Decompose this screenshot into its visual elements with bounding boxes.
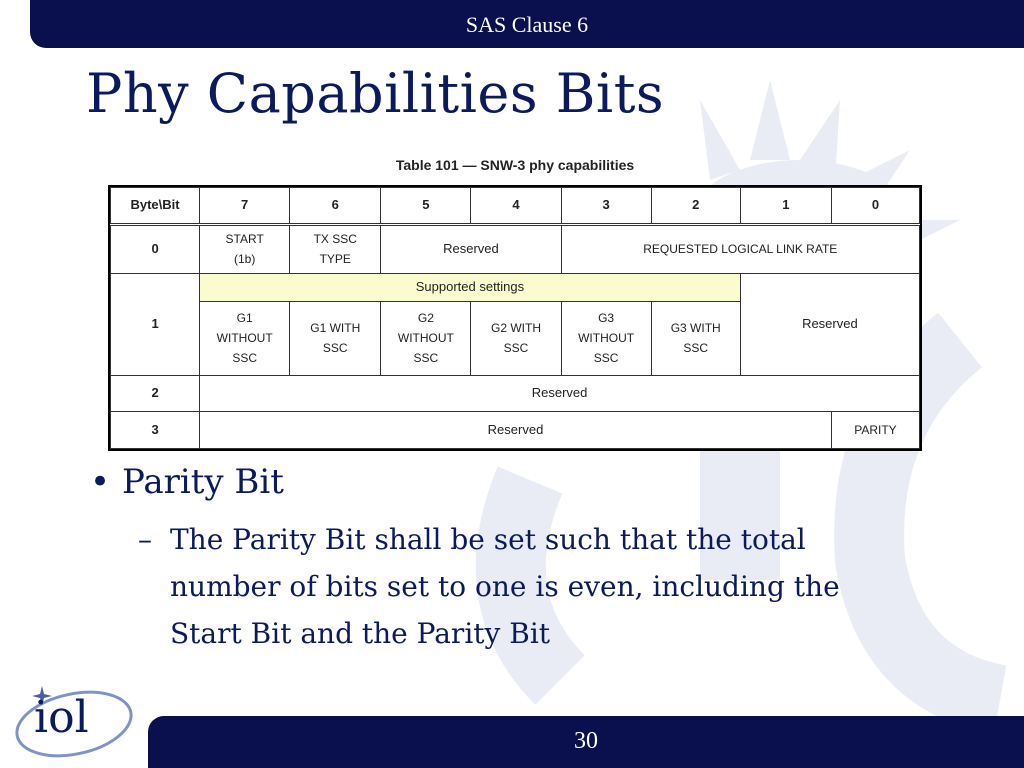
g3-with-ssc-line-2: SSC: [683, 341, 709, 356]
g2-without-ssc-cell: [381, 302, 471, 375]
g2-with-ssc-cell: [471, 302, 561, 375]
g2-without-ssc-line-1: G2: [417, 311, 434, 326]
txssc-line-1: TX SSC: [313, 232, 357, 247]
byte-3-label: 3: [111, 412, 200, 449]
g2-with-ssc-line-2: SSC: [503, 341, 529, 356]
header-bit-4: 4: [471, 188, 561, 225]
table-row-byte-1-top: [111, 273, 920, 302]
table-row-byte-2: [111, 375, 920, 412]
g3-without-ssc-line-1: G3: [598, 311, 615, 326]
start-line-2: (1b): [233, 252, 256, 267]
header-bit-7: 7: [200, 188, 290, 225]
start-line-1: START: [225, 232, 264, 247]
bullet-dot: •: [90, 462, 111, 502]
footer-bar: [148, 716, 1024, 768]
header-bit-5: 5: [381, 188, 471, 225]
byte-0-reserved: Reserved: [381, 224, 561, 273]
g1-without-ssc-cell: [200, 302, 290, 375]
table-caption: Table 101 — SNW-3 phy capabilities: [395, 157, 635, 173]
logo-text: iol: [34, 692, 89, 743]
g2-without-ssc-line-2: WITHOUT: [397, 331, 454, 346]
header-bar: [30, 0, 1024, 48]
requested-logical-link-rate: REQUESTED LOGICAL LINK RATE: [561, 224, 919, 273]
header-byte-bit: Byte\Bit: [111, 188, 200, 225]
bullet-list: [90, 462, 910, 657]
phy-table: [110, 187, 920, 449]
g1-without-ssc-line-1: G1: [236, 311, 253, 326]
g1-without-ssc-line-3: SSC: [232, 351, 257, 366]
g3-with-ssc-line-1: G3 WITH: [670, 321, 721, 336]
byte-1-reserved: Reserved: [740, 273, 919, 375]
sub-bullet-text: The Parity Bit shall be set such that the total number of bits set to one is even, including the Start Bit and the Parity Bit: [170, 523, 840, 650]
header-bit-3: 3: [561, 188, 651, 225]
g2-without-ssc-line-3: SSC: [413, 351, 439, 366]
tx-ssc-type-cell: [290, 224, 381, 273]
table-row-byte-0: [111, 224, 920, 273]
txssc-line-2: TYPE: [319, 252, 351, 267]
byte-2-reserved: Reserved: [200, 375, 920, 412]
g1-with-ssc-cell: [290, 302, 381, 375]
header-bit-0: 0: [831, 188, 919, 225]
supported-settings-header: Supported settings: [200, 273, 741, 302]
parity-cell: PARITY: [831, 412, 919, 449]
g1-with-ssc-line-1: G1 WITH: [310, 321, 361, 336]
slide-title: Phy Capabilities Bits: [86, 62, 665, 125]
header-bit-6: 6: [290, 188, 381, 225]
g3-without-ssc-line-3: SSC: [593, 351, 619, 366]
page-number: 30: [574, 728, 598, 754]
byte-3-reserved: Reserved: [200, 412, 832, 449]
g3-without-ssc-line-2: WITHOUT: [578, 331, 635, 346]
byte-1-label: 1: [111, 273, 200, 375]
g1-with-ssc-line-2: SSC: [322, 341, 348, 356]
g1-without-ssc-line-2: WITHOUT: [216, 331, 273, 346]
sub-bullet-dash: –: [138, 523, 152, 556]
bullet-text: Parity Bit: [122, 462, 284, 502]
g2-with-ssc-line-1: G2 WITH: [490, 321, 541, 336]
header-bit-1: 1: [740, 188, 831, 225]
sub-bullet-parity-rule: [138, 516, 910, 657]
g3-without-ssc-cell: [561, 302, 651, 375]
byte-2-label: 2: [111, 375, 200, 412]
bullet-parity-bit: [90, 462, 910, 502]
table-row-byte-3: [111, 412, 920, 449]
phy-capabilities-table: [108, 185, 922, 451]
table-header-row: [111, 188, 920, 225]
header-bit-2: 2: [651, 188, 740, 225]
g3-with-ssc-cell: [651, 302, 740, 375]
start-bit-cell: [200, 224, 290, 273]
header-label: SAS Clause 6: [465, 12, 589, 37]
byte-0-label: 0: [111, 224, 200, 273]
